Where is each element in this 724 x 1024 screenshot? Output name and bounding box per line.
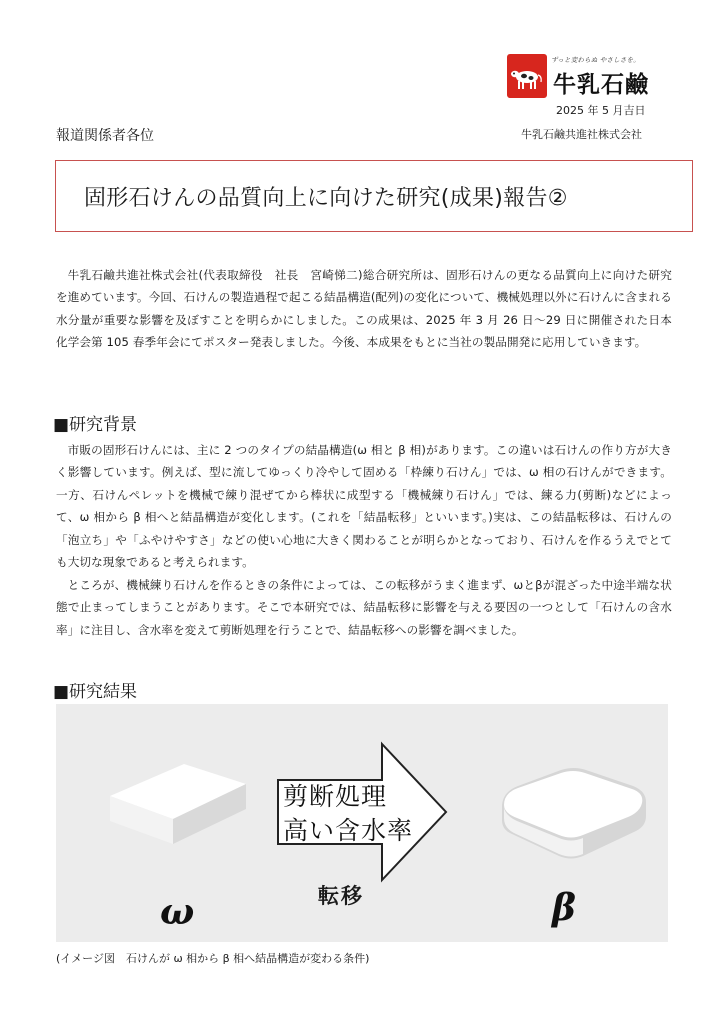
arrow-label-line-2: 高い含水率 xyxy=(283,816,414,845)
document-title: 固形石けんの品質向上に向けた研究(成果)報告② xyxy=(84,185,568,211)
arrow-label-line-1: 剪断処理 xyxy=(283,782,388,811)
background-heading: ■研究背景 xyxy=(53,415,138,435)
background-paragraph-2: ところが、機械練り石けんを作るときの条件によっては、この転移がうまく進まず、ωとβが混ざった中途半端な状態で止まってしまうことがあります。そこで本研究では、結晶転移に影響を与える要因の一つとして「石けんの含水率」に注目し、含水率を変えて剪断処理を行うことで、結晶転移への影響を調べました。 xyxy=(56,578,672,637)
transfer-label: 転移 xyxy=(318,884,364,908)
beta-soap-bar xyxy=(502,768,646,859)
logo-name: 牛乳石鹼 xyxy=(553,72,649,98)
intro-paragraph: 牛乳石鹼共進社株式会社(代表取締役 社長 宮崎悌二)総合研究所は、固形石けんの更なる品質向上に向けた研究を進めています。今回、石けんの製造過程で起こる結晶構造(配列)の変化について、機械処理以外に石けんに含まれる水分量が重要な影響を及ぼすことを明らかにしました。この成果は、2025 年 3 月 26 日～29 日に開催された日本化学会第 105 春季年会にてポスター発表しました。今後、本成果をもとに当社の製品開発に応用していきます。 xyxy=(56,268,672,350)
background-paragraph-1: 市販の固形石けんには、主に 2 つのタイプの結晶構造(ω 相と β 相)があります。この違いは石けんの作り方が大きく影響しています。例えば、型に流してゆっくり冷やして固める「枠練り石けん」では、ω 相の石けんができます。一方、石けんペレットを機械で練り混ぜてから棒状に成型する「機械練り石けん」では、練る力(剪断)などによって、ω 相から β 相へと結晶構造が変化します。(これを「結晶転移」といいます。)実は、この結晶転移は、石けんの「泡立ち」や「ふやけやすさ」などの使い心地に大きく関わることが明らかとなっており、石けんを作るうえでとても大切な現象であると考えられます。 xyxy=(56,443,672,570)
beta-phase-label: β xyxy=(552,887,576,929)
results-heading: ■研究結果 xyxy=(53,682,138,702)
figure-caption: (イメージ図 石けんが ω 相から β 相へ結晶構造が変わる条件) xyxy=(56,952,370,965)
logo-badge xyxy=(507,54,547,98)
release-date: 2025 年 5 月吉日 xyxy=(556,104,646,117)
omega-soap-bar xyxy=(110,764,246,844)
cow-icon xyxy=(507,54,547,98)
results-figure xyxy=(56,704,668,942)
company-logo xyxy=(507,54,667,98)
recipients: 報道関係者各位 xyxy=(56,128,154,144)
omega-phase-label: ω xyxy=(160,891,195,933)
title-box xyxy=(55,160,693,232)
company-name: 牛乳石鹼共進社株式会社 xyxy=(521,128,642,141)
logo-tagline: ずっと変わらぬ やさしさを。 xyxy=(551,56,640,64)
arrow-label xyxy=(283,780,413,848)
